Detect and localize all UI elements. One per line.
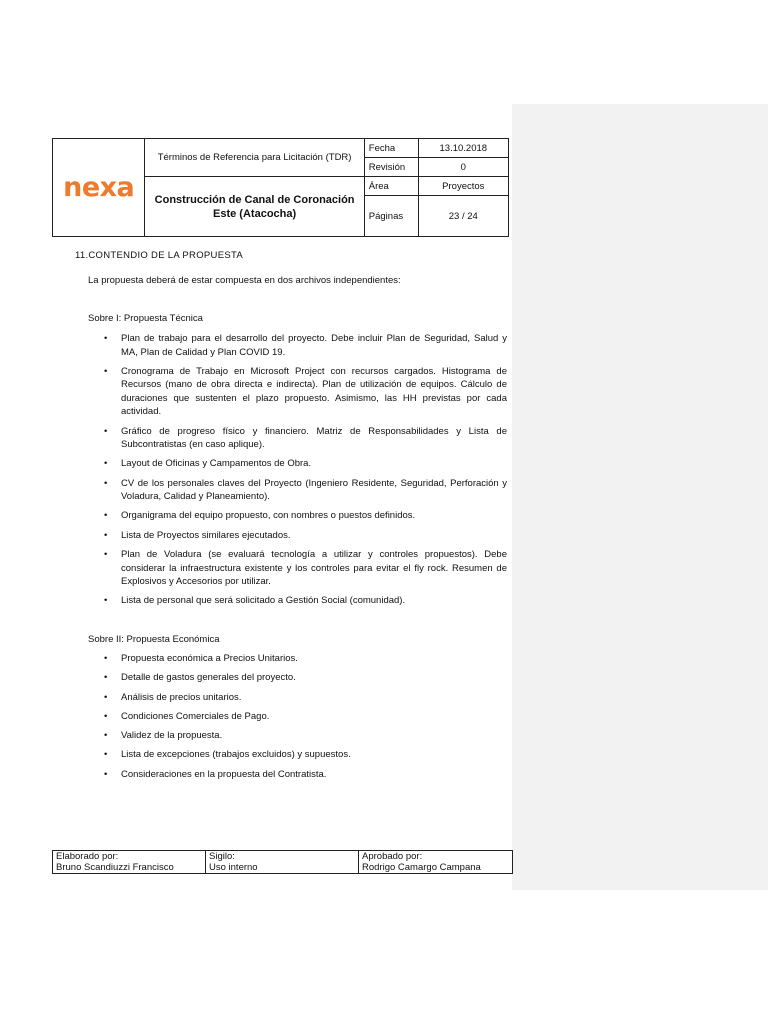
- nexa-logo: nexa: [63, 172, 135, 203]
- sobre2-list: [104, 652, 507, 787]
- field-value-fecha: 13.10.2018: [418, 139, 508, 158]
- sobre2-title: Sobre II: Propuesta Económica: [88, 634, 220, 645]
- footer-value: Bruno Scandiuzzi Francisco: [56, 862, 174, 873]
- list-item: • Plan de trabajo para el desarrollo del proyecto. Debe incluir Plan de Seguridad, Salud y MA, Plan de Calidad y Plan COVID 19.: [104, 332, 507, 359]
- field-label-paginas: Páginas: [364, 196, 418, 237]
- field-label-fecha: Fecha: [364, 139, 418, 158]
- footer-value: Uso interno: [209, 862, 258, 873]
- list-item: • Detalle de gastos generales del proyecto.: [104, 671, 507, 685]
- list-item: • Condiciones Comerciales de Pago.: [104, 710, 507, 724]
- list-item: • Lista de excepciones (trabajos excluidos) y supuestos.: [104, 748, 507, 762]
- footer-label: Aprobado por:: [362, 851, 423, 862]
- list-item: • Layout de Oficinas y Campamentos de Obra.: [104, 457, 507, 471]
- footer-label: Sigilo:: [209, 851, 235, 862]
- section-title: 11.CONTENDIO DE LA PROPUESTA: [75, 250, 244, 261]
- footer-cell-elaborado: [53, 851, 206, 874]
- list-item: • Consideraciones en la propuesta del Contratista.: [104, 768, 507, 782]
- list-item: • Lista de personal que será solicitado a Gestión Social (comunidad).: [104, 594, 507, 608]
- footer-cell-sigilo: [206, 851, 359, 874]
- field-value-paginas: 23 / 24: [418, 196, 508, 237]
- sobre1-title: Sobre I: Propuesta Técnica: [88, 313, 203, 324]
- logo-cell: [53, 139, 145, 237]
- list-item: • Lista de Proyectos similares ejecutados.: [104, 529, 507, 543]
- list-item: • Cronograma de Trabajo en Microsoft Project con recursos cargados. Histograma de Recursos (mano de obra directa e indirecta). Plan de utilización de equipos. Cálculo de duraciones que sustenten el plazo propuesto. Asimismo, las HH previstas por cada actividad.: [104, 365, 507, 419]
- document-footer-table: [52, 850, 513, 874]
- list-item: • Gráfico de progreso físico y financiero. Matriz de Responsabilidades y Lista de Subcontratistas (en caso aplique).: [104, 425, 507, 452]
- list-item: • Propuesta económica a Precios Unitarios.: [104, 652, 507, 666]
- list-item: • Organigrama del equipo propuesto, con nombres o puestos definidos.: [104, 509, 507, 523]
- footer-cell-aprobado: [359, 851, 513, 874]
- field-value-revision: 0: [418, 158, 508, 177]
- project-title: Construcción de Canal de Coronación Este (Atacocha): [145, 177, 364, 237]
- section-intro: La propuesta deberá de estar compuesta en dos archivos independientes:: [88, 275, 401, 286]
- doc-type: Términos de Referencia para Licitación (TDR): [145, 139, 364, 177]
- comment-pane: [512, 104, 768, 890]
- footer-label: Elaborado por:: [56, 851, 119, 862]
- footer-value: Rodrigo Camargo Campana: [362, 862, 481, 873]
- list-item: • Plan de Voladura (se evaluará tecnología a utilizar y controles propuestos). Debe considerar la infraestructura existente y los controles para evitar el fly rock. Resumen de Explosivos y Accesorios por utilizar.: [104, 548, 507, 589]
- list-item: • Validez de la propuesta.: [104, 729, 507, 743]
- field-label-revision: Revisión: [364, 158, 418, 177]
- sobre1-list: [104, 332, 507, 614]
- field-value-area: Proyectos: [418, 177, 508, 196]
- list-item: • Análisis de precios unitarios.: [104, 691, 507, 705]
- field-label-area: Área: [364, 177, 418, 196]
- list-item: • CV de los personales claves del Proyecto (Ingeniero Residente, Seguridad, Perforación y Voladura, Calidad y Planeamiento).: [104, 477, 507, 504]
- document-header-table: [52, 138, 509, 237]
